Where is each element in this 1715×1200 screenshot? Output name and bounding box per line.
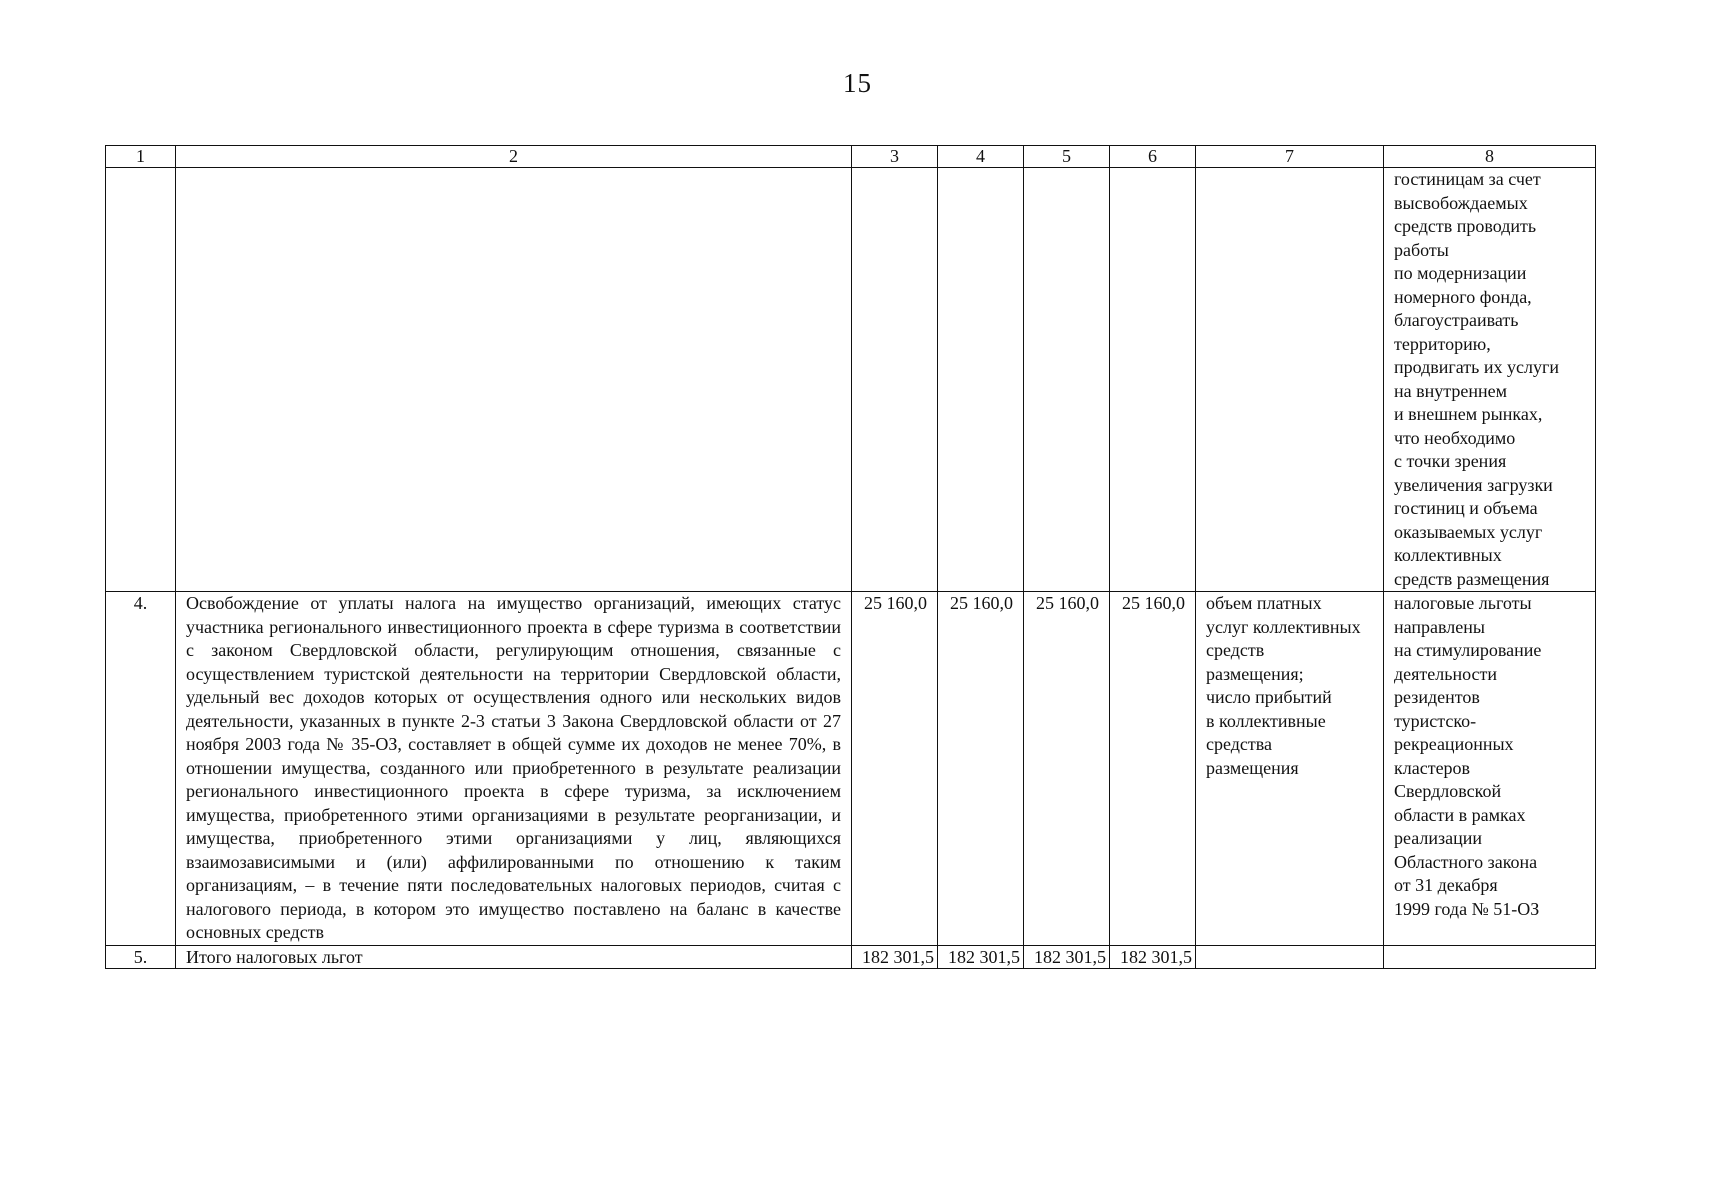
rationale-line: и внешнем рынках, <box>1394 404 1543 424</box>
rationale-line: кластеров <box>1394 757 1471 778</box>
rationale-line: направлены <box>1394 616 1485 637</box>
value-cell: 25 160,0 <box>852 592 938 946</box>
column-header: 8 <box>1384 146 1596 168</box>
rationale-line: резидентов <box>1394 687 1480 707</box>
rationale-line: оказываемых услуг <box>1394 521 1543 542</box>
row-number: 4. <box>106 592 176 946</box>
total-value: 182 301,5 <box>1110 945 1196 968</box>
column-header: 5 <box>1024 146 1110 168</box>
indicator-cell <box>1196 592 1384 946</box>
value-cell: 25 160,0 <box>1024 592 1110 946</box>
rationale-line: увеличения загрузки <box>1394 474 1553 495</box>
column-number-header <box>106 146 1596 168</box>
page-number: 15 <box>843 68 872 98</box>
column-header: 3 <box>852 146 938 168</box>
row-number: 5. <box>106 945 176 968</box>
indicator-line: услуг коллективных <box>1206 616 1361 637</box>
rationale-line: благоустраивать <box>1394 310 1519 330</box>
rationale-line: деятельности <box>1394 663 1498 684</box>
value-cell <box>1110 168 1196 592</box>
table-row <box>106 592 1596 946</box>
rationale-line: от 31 декабря <box>1394 875 1498 895</box>
empty-cell <box>1196 945 1384 968</box>
value-cell <box>938 168 1024 592</box>
rationale-line: гостиниц и объема <box>1394 498 1538 518</box>
tax-benefits-table <box>105 145 1596 969</box>
total-label: Итого налоговых льгот <box>176 945 852 968</box>
indicator-line: число прибытий <box>1206 687 1332 707</box>
rationale-line: что необходимо <box>1394 427 1516 448</box>
benefit-description <box>176 168 852 592</box>
rationale-line: на стимулирование <box>1394 640 1542 660</box>
row-number <box>106 168 176 592</box>
rationale-line: продвигать их услуги <box>1394 357 1560 377</box>
rationale-line: области в рамках <box>1394 804 1526 825</box>
indicator-line: размещения; <box>1206 663 1304 684</box>
rationale-line: 1999 года № 51-ОЗ <box>1394 898 1540 919</box>
rationale-line: на внутреннем <box>1394 380 1507 401</box>
value-cell: 25 160,0 <box>938 592 1024 946</box>
benefit-description: Освобождение от уплаты налога на имущество организаций, имеющих статус участника регионального инвестиционного проекта в сфере туризма в соответствии с законом Свердловской области, регулирующим отношения, связанные с осуществлением туристской деятельности на территории Свердловской области, удельный вес доходов которых от осуществления одного или нескольких видов деятельности, указанных в пункте 2-3 статьи 3 Закона Свердловской области от 27 ноября 2003 года № 35-ОЗ, составляет в общей сумме их доходов не менее 70%, в отношении имущества, созданного или приобретенного в результате реализации регионального инвестиционного проекта в сфере туризма, за исключением имущества, приобретенного этими организациями в результате реорганизации, и имущества, приобретенного этими организациями у лиц, являющихся взаимозависимыми и (или) аффилированными по отношению к таким организациям, – в течение пяти последовательных налоговых периодов, считая с налогового периода, в котором это имущество поставлено на баланс в качестве основных средств <box>176 592 852 946</box>
column-header: 4 <box>938 146 1024 168</box>
rationale-line: средств размещения <box>1394 568 1550 589</box>
indicator-line: объем платных <box>1206 593 1322 613</box>
total-value: 182 301,5 <box>1024 945 1110 968</box>
rationale-line: Областного закона <box>1394 851 1538 872</box>
indicator-line: средств <box>1206 640 1265 660</box>
rationale-line: работы <box>1394 239 1449 260</box>
column-header: 2 <box>176 146 852 168</box>
rationale-line: с точки зрения <box>1394 451 1507 471</box>
value-cell <box>852 168 938 592</box>
column-header: 6 <box>1110 146 1196 168</box>
indicator-line: в коллективные <box>1206 710 1326 731</box>
rationale-line: номерного фонда, <box>1394 286 1532 307</box>
rationale-cell <box>1384 592 1596 946</box>
rationale-line: налоговые льготы <box>1394 593 1532 613</box>
rationale-line: средств проводить <box>1394 216 1537 236</box>
rationale-line: коллективных <box>1394 545 1502 565</box>
rationale-cell <box>1384 168 1596 592</box>
empty-cell <box>1384 945 1596 968</box>
rationale-line: рекреационных <box>1394 734 1514 754</box>
column-header: 7 <box>1196 146 1384 168</box>
rationale-line: реализации <box>1394 828 1482 848</box>
rationale-line: гостиницам за счет <box>1394 169 1541 189</box>
table-row-continuation <box>106 168 1596 592</box>
total-value: 182 301,5 <box>852 945 938 968</box>
rationale-line: Свердловской <box>1394 781 1502 801</box>
rationale-line: по модернизации <box>1394 263 1527 283</box>
total-value: 182 301,5 <box>938 945 1024 968</box>
indicator-line: средства <box>1206 734 1273 754</box>
rationale-line: высвобождаемых <box>1394 192 1528 213</box>
column-header: 1 <box>106 146 176 168</box>
total-row <box>106 945 1596 968</box>
rationale-line: туристско- <box>1394 710 1477 731</box>
rationale-line: территорию, <box>1394 333 1491 354</box>
value-cell: 25 160,0 <box>1110 592 1196 946</box>
indicator-line: размещения <box>1206 757 1299 778</box>
indicator-cell <box>1196 168 1384 592</box>
value-cell <box>1024 168 1110 592</box>
